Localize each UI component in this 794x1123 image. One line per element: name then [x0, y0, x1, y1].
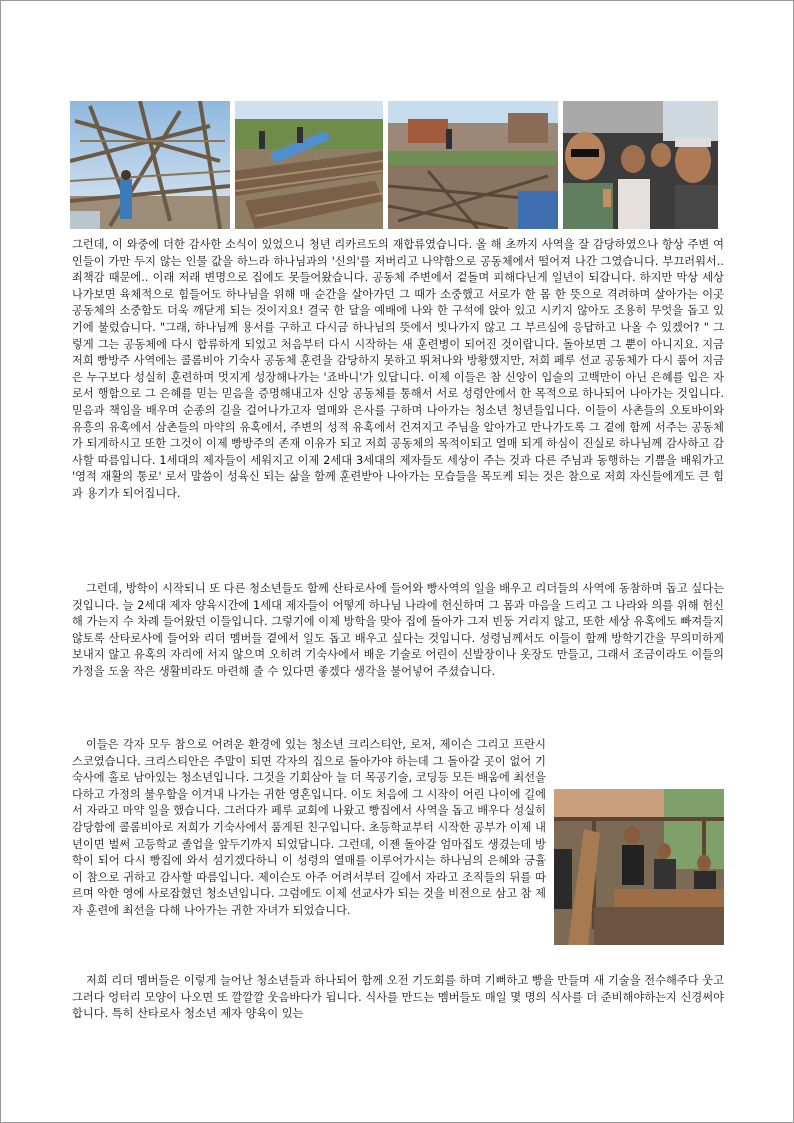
- photo-debris-near-buildings: [388, 101, 558, 229]
- photo-strip: [70, 101, 718, 229]
- paragraph-youth-stories: [72, 737, 724, 949]
- paragraph-leader-members: [72, 973, 724, 1023]
- photo-group-selfie-in-car: [563, 101, 718, 229]
- paragraph-text: 이들은 각자 모두 참으로 어려운 환경에 있는 청소년 크리스티안, 로저, 제이슨 그리고 프란시스코였습니다. 크리스티안은 주말이 되면 각자의 집으로 돌아가야 하는데 그 돌아갈 곳이 없어 기숙사에 홀로 남아있는 청소년입니다. 그것을 기회삼아 늘 더 목공기술, 코딩등 모든 배움에 최선을 다하고 가정의 불우함을 이겨내 나가는 귀한 영혼입니다. 이도 처음에 그 시작이 어린 나이에 길에서 자라고 마약 일을 했습니다. 그러다가 페루 교회에 나왔고 빵집에서 사역을 돕고 배우다 성실히 감당함에 콜롬비아로 저희가 기숙사에서 품게된 친구입니다. 초등학교부터 시작한 공부가 이제 내년이면 벌써 고등학교 졸업을 앞두기까지 되었답니다. 그런데, 이젠 돌아갈 엄마집도 생겼는데 방학이 되어 다시 빵집에 와서 섬기겠다하니 이 성령의 열매를 이루어가시는 하나님의 은혜와 긍휼이 참으로 귀하고 감사할 따름입니다. 제이슨도 아주 어려서부터 길에서 자라고 조직들의 뒤를 따르며 악한 영에 사로잡혔던 청소년입니다. 그럼에도 이제 선교사가 되는 것을 비전으로 삼고 참 제자 훈련에 최선을 다해 나아가는 귀한 자녀가 되었습니다.: [72, 738, 546, 917]
- photo-fallen-wooden-roof: [235, 101, 383, 229]
- photo-collapsed-wooden-frame: [70, 101, 230, 229]
- paragraph-text: 저희 리더 멤버들은 이렇게 늘어난 청소년들과 하나되어 함께 오전 기도회를 하며 기뻐하고 빵을 만들며 새 기술을 전수해주다 웃고 그러다 엉터리 모양이 나오면 또 깔깔깔 웃음바다가 됩니다. 식사를 만드는 멤버들도 매일 몇 명의 식사를 더 준비해야하는지 신경써야 합니다. 특히 산타로사 청소년 제자 양육이 있는: [72, 974, 724, 1021]
- paragraph-text: 그런데, 이 와중에 더한 감사한 소식이 있었으니 청년 리카르도의 재합류였습니다. 올 해 초까지 사역을 잘 감당하였으나 항상 주변 여인들이 가만 두지 않는 인물 값을 하느라 하나님과의 '신의'를 저버리고 나약함으로 공동체에서 떨어져 나간 그였습니다. 부끄러워서.. 죄책감 때문에.. 이래 저래 변명으로 집에도 못들어왔습니다. 공동체 주변에서 겉돌며 피해다닌게 일년이 되갑니다. 하지만 막상 세상 나가보면 육체적으로 힘들어도 하나님을 위해 매 순간을 살아가던 그 때가 소중했고 서로가 한 몸 한 뜻으로 격려하며 살아가는 이곳 공동체의 소중함도 더욱 깨닫게 되는 것이지요! 결국 한 달을 예배에 나와 한 구석에 앉아 있고 시키지 않아도 조용히 무엇을 돕고 있기에 불렀습니다. "그래, 하나님께 용서를 구하고 다시금 하나님의 뜻에서 빗나가지 않고 그 부르심에 응답하고 나올 수 있겠어? " 그렇게 그는 공동체에 다시 합류하게 되었고 처음부터 다시 시작하는 새 훈련병이 되어진 것이랍니다. 돌아보면 그 뿐이 아니지요. 지금 저희 빵방주 사역에는 콜롬비아 기숙사 공동체 훈련을 감당하지 못하고 뛰쳐나와 방황했지만, 저희 페루 선교 공동체가 다시 품어 지금은 누구보다 성실히 훈련하며 멋지게 성장해나가는 '죠바니'가 있답니다. 이제 이들은 참 신앙이 입술의 고백만이 아닌 은혜를 입은 자로서 행함으로 그 은혜를 믿는 믿음을 증명해내고자 신앙 공동체를 통해서 서로 성령안에서 한 목적으로 하나되어 나아가는 것입니다. 믿음과 책임을 배우며 순종의 길을 걸어나가고자 열매와 은사를 구하며 나아가는 청소년 청년들입니다. 이들이 사촌들의 오토바이와 유흥의 유혹에서 삼촌들의 마약의 유혹에서, 주변의 성적 유혹에서 건져지고 주님을 알아가고 만나가도록 그 곁에 함께 서주는 공동체가 되게하시고 또한 그것이 이제 빵방주의 존재 이유가 되고 저희 공동체의 목적이되고 열매 되게 하심이 진실로 하나님께 감사하고 감사할 따름입니다. 1세대의 제자들이 세워지고 이제 2세대 3세대의 제자들도 세상이 주는 것과 다른 주님과 동행하는 기쁨을 배워가고 '영적 재활의 통로' 로서 말씀이 성육신 되는 삶을 함께 훈련받아 나아가는 모습들을 목도케 되는 것은 참으로 저희 자신들에게도 큰 힘과 용기가 되어집니다.: [72, 238, 724, 500]
- paragraph-text: 그런데, 방학이 시작되니 또 다른 청소년들도 함께 산타로사에 들어와 빵사역의 일을 배우고 리더들의 사역에 동참하며 돕고 싶다는 것입니다. 늘 2세대 제자 양육시간에 1세대 제자들이 어떻게 하나님 나라에 헌신하며 그 몸과 마음을 드리고 그 나라와 의를 위해 헌신해 가는지 수 차례 들어왔던 이들입니다. 그렇기에 이제 방학을 맞아 집에 돌아가 그저 빈둥 거리지 않고, 또한 세상 유혹에도 빠져들지 않토록 산타로사에 들어와 리더 멤버들 곁에서 일도 돕고 배우고 싶다는 것입니다. 성령님께서도 이들이 함께 방학기간을 무의미하게 보내지 않고 유혹의 자리에 서지 않으며 오히려 기숙사에서 배운 기술로 어린이 신발장이나 옷장도 만들고, 그래서 조금이라도 이들의 가정을 도울 작은 생활비라도 마련해 줄 수 있다면 좋겠다 생각을 불어넣어 주셨습니다.: [72, 582, 724, 678]
- paragraph-returning-youth: [72, 237, 724, 503]
- paragraph-vacation-youth: [72, 581, 724, 681]
- photo-workers-carrying-planks: [554, 789, 724, 945]
